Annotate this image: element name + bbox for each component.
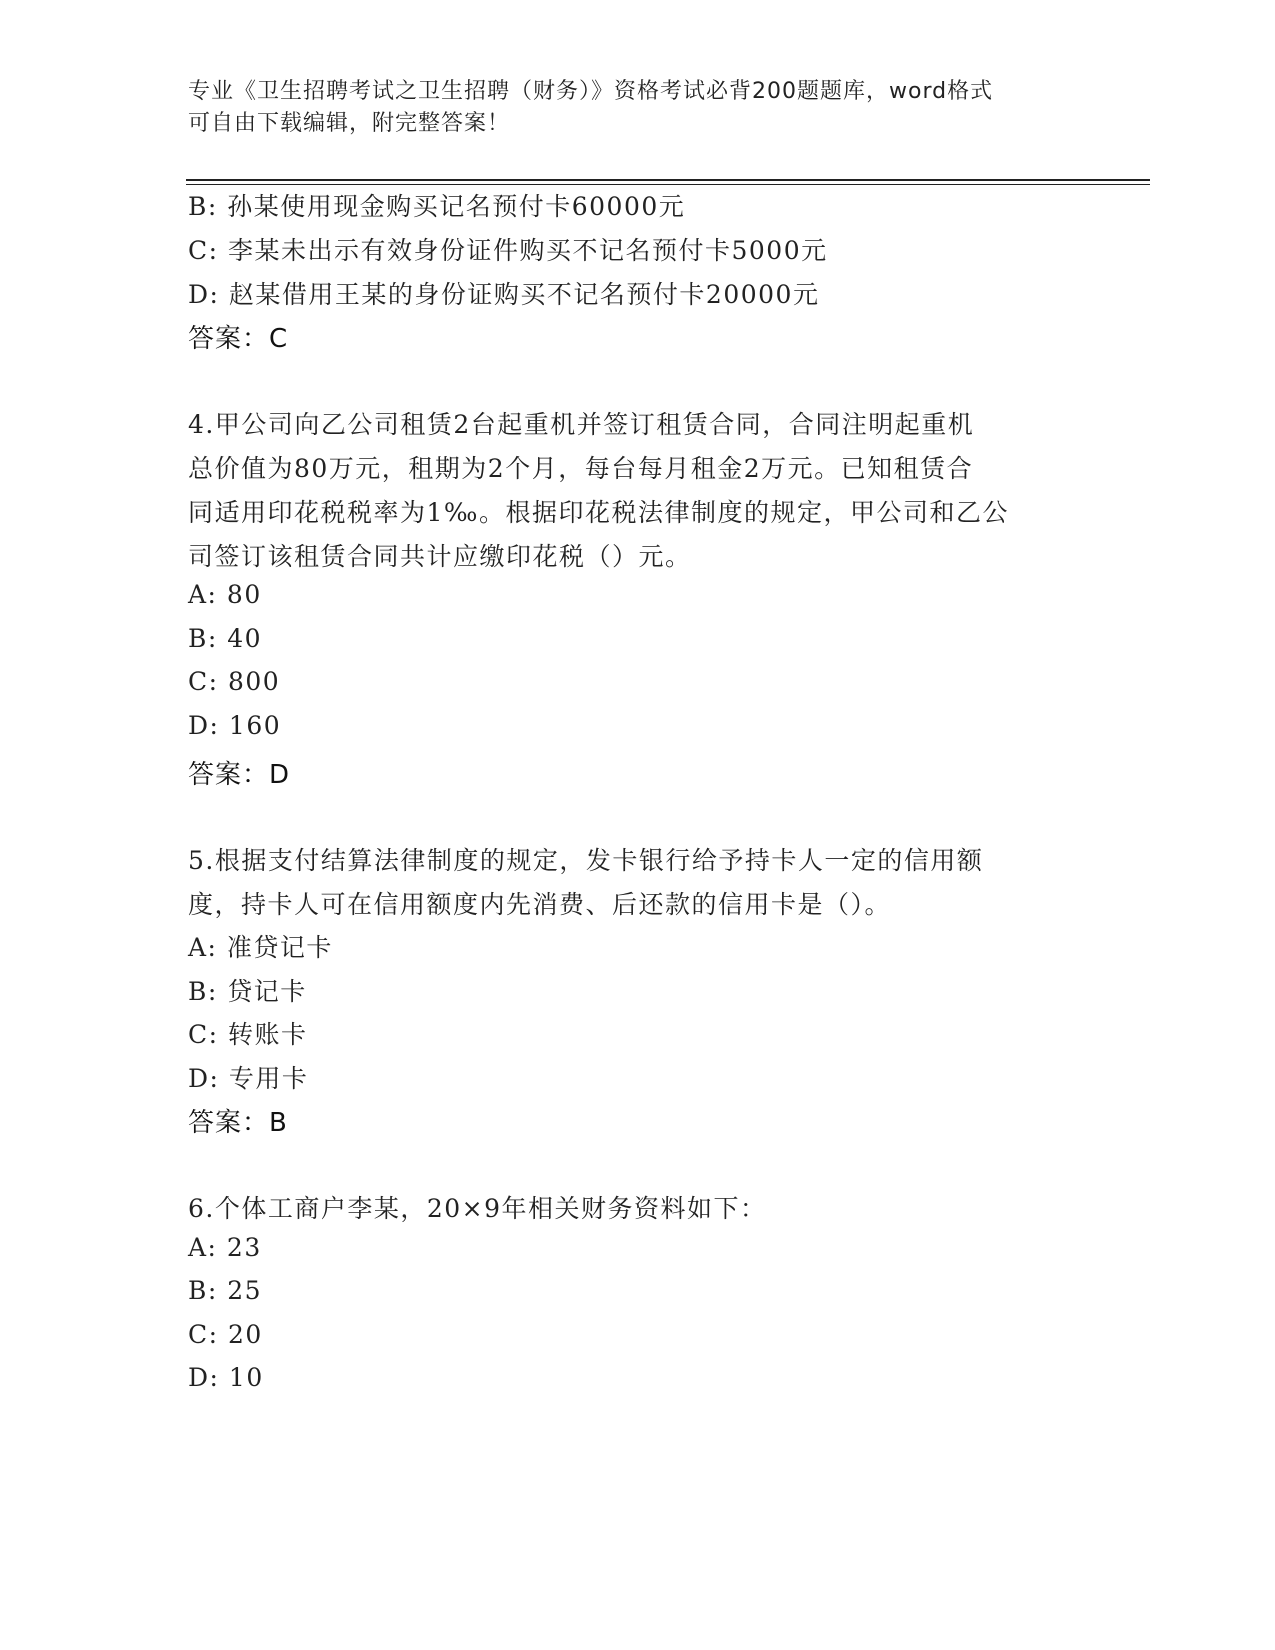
q5-answer: 答案：B	[188, 1108, 288, 1138]
q4-stem-line-1: 4.甲公司向乙公司租赁2台起重机并签订租赁合同，合同注明起重机	[188, 410, 975, 439]
header-title-line-1: 专业《卫生招聘考试之卫生招聘（财务）》资格考试必背200题题库，word格式	[188, 79, 994, 104]
q6-option-c: C: 20	[188, 1320, 263, 1349]
q4-stem-line-4: 司签订该租赁合同共计应缴印花税（）元。	[188, 542, 692, 571]
q5-option-b: B: 贷记卡	[188, 977, 307, 1006]
q5-stem-line-1: 5.根据支付结算法律制度的规定，发卡银行给予持卡人一定的信用额	[188, 846, 984, 875]
q4-stem-line-3: 同适用印花税税率为1‰。根据印花税法律制度的规定，甲公司和乙公	[188, 498, 1009, 527]
header-divider-thick	[186, 179, 1150, 181]
q6-option-d: D: 10	[188, 1363, 264, 1392]
q3-option-c: C: 李某未出示有效身份证件购买不记名预付卡5000元	[188, 236, 828, 265]
header-divider-thin	[186, 184, 1150, 185]
header-title-line-2: 可自由下载编辑，附完整答案！	[188, 111, 511, 136]
q5-stem-line-2: 度，持卡人可在信用额度内先消费、后还款的信用卡是（）。	[188, 890, 892, 919]
q4-option-d: D: 160	[188, 711, 282, 740]
q3-option-d: D: 赵某借用王某的身份证购买不记名预付卡20000元	[188, 280, 820, 309]
q6-option-b: B: 25	[188, 1276, 263, 1305]
q6-stem-line-1: 6.个体工商户李某，20×9年相关财务资料如下：	[188, 1194, 767, 1223]
q5-option-a: A: 准贷记卡	[188, 933, 333, 962]
q6-option-a: A: 23	[188, 1233, 262, 1262]
q4-stem-line-2: 总价值为80万元，租期为2个月，每台每月租金2万元。已知租赁合	[188, 454, 974, 483]
q4-answer: 答案：D	[188, 760, 291, 790]
q5-option-c: C: 转账卡	[188, 1020, 308, 1049]
q3-option-b: B: 孙某使用现金购买记名预付卡60000元	[188, 192, 686, 221]
document-header	[188, 76, 1088, 140]
q5-option-d: D: 专用卡	[188, 1064, 309, 1093]
q4-option-a: A: 80	[188, 580, 262, 609]
q4-option-c: C: 800	[188, 667, 281, 696]
q3-answer: 答案：C	[188, 324, 289, 354]
q4-option-b: B: 40	[188, 624, 263, 653]
